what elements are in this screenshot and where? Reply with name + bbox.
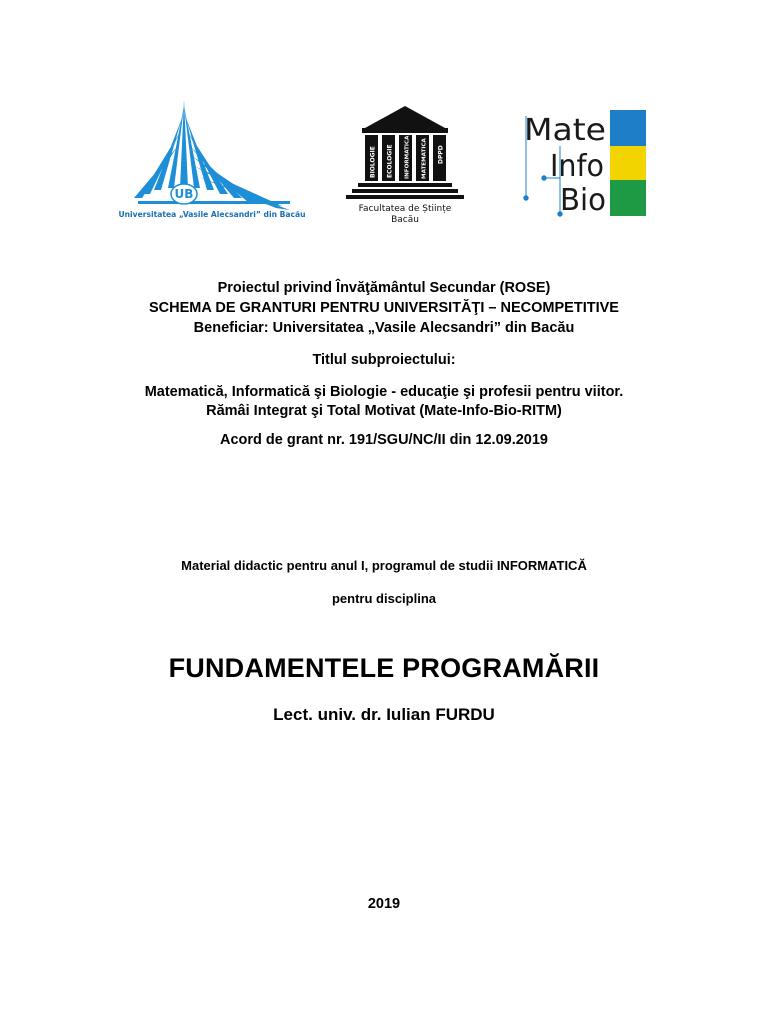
faculty-caption-line1: Facultatea de Științe [358,204,452,214]
mib-word-info: Info [550,149,604,184]
mib-square-green [610,180,646,216]
header-line-1: Proiectul privind Învăţământul Secundar (ROSE) [217,280,551,296]
faculty-logo [340,104,470,228]
subproject-label: Titlul subproiectului: [312,352,456,368]
ub-monogram: UB [174,187,194,201]
mate-info-bio-logo [520,106,652,218]
faculty-caption-line2: Bacău [391,215,419,225]
course-title: FUNDAMENTELE PROGRAMĂRII [168,653,600,683]
grant-number: Acord de grant nr. 191/SGU/NC/II din 12.09.2019 [220,432,548,448]
mib-square-blue [610,110,646,146]
faculty-column-4: MATEMATICA [421,138,428,179]
ub-caption: Universitatea „Vasile Alecsandri” din Bacău [118,210,306,219]
mib-word-mate: Mate [524,113,606,148]
faculty-column-3: INFORMATICA [404,135,411,179]
header-line-3: Beneficiar: Universitatea „Vasile Alecsandri” din Bacău [193,320,575,336]
header-line-2: SCHEMA DE GRANTURI PENTRU UNIVERSITĂŢI – NECOMPETITIVE [149,300,619,316]
faculty-pediment [365,106,445,128]
faculty-steps [346,183,464,199]
mib-word-bio: Bio [560,183,606,218]
ub-fan-graphic [134,100,290,210]
subproject-title-line-2: Rămâi Integrat şi Total Motivat (Mate-Info-Bio-RITM) [206,403,562,419]
faculty-column-1: BIOLOGIE [369,146,377,178]
logos-row [0,0,768,240]
faculty-column-2: ECOLOGIE [386,144,394,178]
faculty-architrave [362,128,448,133]
publication-year: 2019 [367,896,401,912]
subproject-title-line-1: Matematică, Informatică şi Biologie - educaţie şi profesii pentru viitor. [144,384,624,400]
mib-square-yellow [610,146,646,180]
course-author: Lect. univ. dr. Iulian FURDU [273,705,495,724]
material-line-2: pentru disciplina [331,591,436,606]
material-line-1: Material didactic pentru anul I, programul de studii INFORMATICĂ [181,558,587,573]
ub-logo [118,98,306,226]
faculty-column-5: DPPD [437,145,445,164]
